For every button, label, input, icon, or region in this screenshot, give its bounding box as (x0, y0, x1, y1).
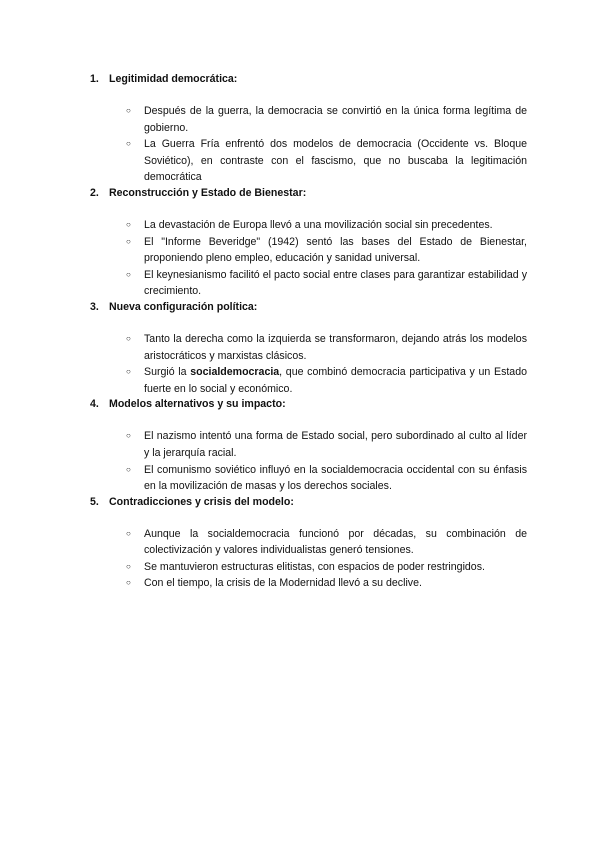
bullet-item (90, 462, 527, 495)
bullet-text (144, 559, 527, 576)
hollow-circle-bullet-icon: ○ (126, 333, 131, 343)
bullet-text (144, 217, 527, 234)
bullet-text (144, 136, 527, 186)
bullet-text-part: El keynesianismo facilitó el pacto social entre clases para garantizar estabilidad y crecimiento. (144, 268, 527, 298)
hollow-circle-bullet-icon: ○ (126, 561, 131, 571)
section-number: 4. (90, 398, 99, 411)
section-heading (90, 495, 527, 509)
hollow-circle-bullet-icon: ○ (126, 578, 131, 588)
hollow-circle-bullet-icon: ○ (126, 219, 131, 229)
hollow-circle-bullet-icon: ○ (126, 106, 131, 115)
outline-section (90, 495, 527, 592)
bullet-text-part: Aunque la socialdemocracia funcionó por décadas, su combinación de colectivización y valores individualistas generó tensiones. (144, 527, 527, 557)
section-number: 5. (90, 495, 99, 508)
bullet-text (144, 103, 527, 136)
bullet-item (90, 559, 527, 576)
hollow-circle-bullet-icon: ○ (126, 236, 131, 246)
bullet-text-part: La devastación de Europa llevó a una movilización social sin precedentes. (144, 218, 493, 231)
bullet-item (90, 575, 527, 592)
bullet-text-part: Tanto la derecha como la izquierda se transformaron, dejando atrás los modelos aristocráticos y marxistas clásicos. (144, 332, 527, 362)
bullet-item (90, 103, 527, 136)
bullet-text-part: Surgió la (144, 366, 191, 379)
bullet-list (90, 86, 527, 186)
bullet-text (144, 234, 527, 267)
bullet-text-part: , que combinó democracia participativa y un Estado fuerte en lo social y económico. (144, 366, 527, 395)
bullet-text (144, 364, 527, 397)
section-title: Reconstrucción y Estado de Bienestar: (109, 186, 307, 199)
section-title: Nueva configuración política: (109, 300, 258, 313)
bullet-text-part: Después de la guerra, la democracia se convirtió en la única forma legítima de gobierno. (144, 105, 527, 134)
bullet-item (90, 331, 527, 364)
section-title: Legitimidad democrática: (109, 73, 238, 85)
section-number: 2. (90, 186, 99, 199)
bullet-item (90, 217, 527, 234)
bullet-item (90, 428, 527, 461)
section-heading (90, 397, 527, 411)
bullet-text-part: El nazismo intentó una forma de Estado social, pero subordinado al culto al líder y la jerarquía racial. (144, 430, 527, 459)
hollow-circle-bullet-icon: ○ (126, 139, 131, 149)
bullet-text-part: Se mantuvieron estructuras elitistas, con espacios de poder restringidos. (144, 560, 485, 573)
bullet-text (144, 428, 527, 461)
outline-section (90, 397, 527, 494)
hollow-circle-bullet-icon: ○ (126, 269, 131, 279)
hollow-circle-bullet-icon: ○ (126, 431, 131, 441)
bullet-text-emphasis: socialdemocracia (190, 366, 280, 379)
bullet-text-part: La Guerra Fría enfrentó dos modelos de democracia (Occidente vs. Bloque Soviético), en contraste con el fascismo, que no buscaba la legitimación democrática (144, 138, 527, 184)
bullet-item (90, 364, 527, 397)
section-title: Contradicciones y crisis del modelo: (109, 495, 294, 508)
bullet-text-part: El "Informe Beveridge" (1942) sentó las bases del Estado de Bienestar, proponiendo pleno empleo, educación y sanidad universal. (144, 235, 527, 265)
bullet-text (144, 331, 527, 364)
section-heading (90, 300, 527, 314)
bullet-list (90, 200, 527, 300)
bullet-text (144, 526, 527, 559)
section-heading (90, 72, 527, 86)
section-heading (90, 186, 527, 200)
bullet-text (144, 462, 527, 495)
section-title: Modelos alternativos y su impacto: (109, 398, 286, 411)
outline-section (90, 72, 527, 186)
section-number: 3. (90, 300, 99, 313)
hollow-circle-bullet-icon: ○ (126, 464, 131, 474)
bullet-text-part: Con el tiempo, la crisis de la Modernidad llevó a su declive. (144, 577, 422, 590)
outline-list (90, 72, 527, 592)
bullet-list (90, 509, 527, 592)
bullet-item (90, 136, 527, 186)
bullet-item (90, 526, 527, 559)
bullet-item (90, 267, 527, 300)
bullet-text (144, 575, 527, 592)
bullet-list (90, 314, 527, 397)
bullet-text (144, 267, 527, 300)
hollow-circle-bullet-icon: ○ (126, 528, 131, 538)
bullet-item (90, 234, 527, 267)
outline-section (90, 300, 527, 397)
bullet-list (90, 411, 527, 494)
bullet-text-part: El comunismo soviético influyó en la socialdemocracia occidental con su énfasis en la movilización de masas y los derechos sociales. (144, 463, 527, 493)
section-number: 1. (90, 73, 99, 85)
hollow-circle-bullet-icon: ○ (126, 367, 131, 377)
outline-section (90, 186, 527, 300)
